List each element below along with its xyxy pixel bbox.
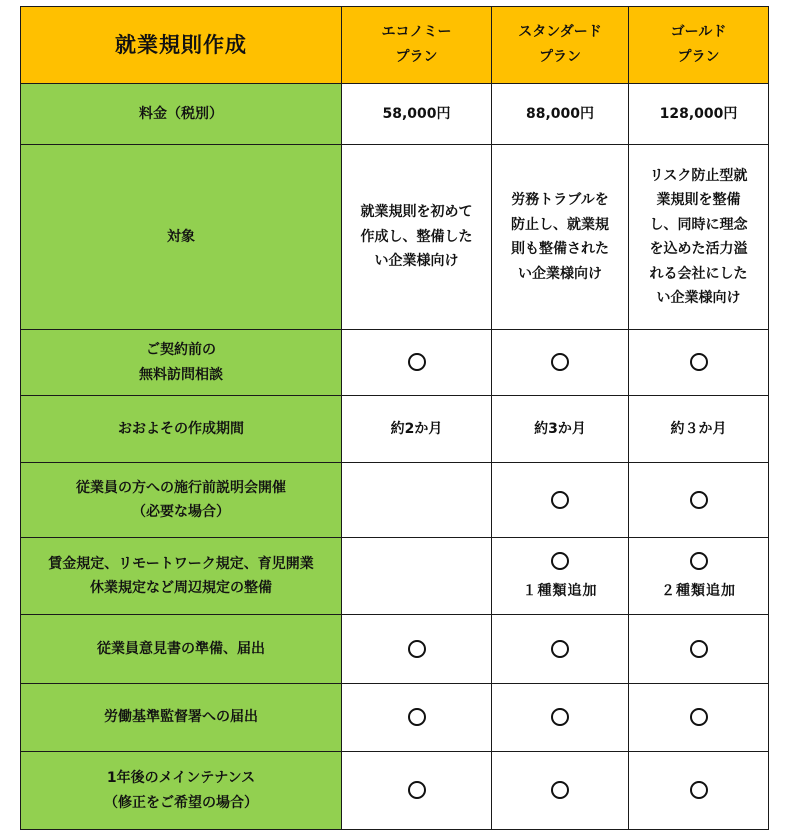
period-economy: 約2か月 <box>342 396 492 463</box>
price-gold: 128,000円 <box>629 84 769 145</box>
price-economy: 58,000円 <box>342 84 492 145</box>
circle-mark-icon <box>551 708 569 726</box>
peripheral-gold <box>629 538 769 615</box>
peripheral-note: ２種類追加 <box>661 583 736 599</box>
row-label-briefing <box>21 463 342 538</box>
target-line: リスク防止型就 <box>649 167 748 184</box>
maintenance-gold <box>629 752 769 830</box>
circle-mark-icon <box>551 491 569 509</box>
target-line: 作成し、整備した <box>360 228 473 245</box>
target-line: い企業様向け <box>656 290 741 306</box>
circle-mark-icon <box>408 781 426 799</box>
labor-office-standard <box>492 684 629 752</box>
peripheral-row <box>21 538 769 615</box>
circle-mark-icon <box>551 552 569 570</box>
price-row <box>21 84 769 145</box>
circle-mark-icon <box>551 781 569 799</box>
target-line: 就業規則を初めて <box>360 204 473 221</box>
row-label-line: （修正をご希望の場合） <box>104 794 258 811</box>
consult-row <box>21 330 769 396</box>
period-standard: 約3か月 <box>492 396 629 463</box>
plan-header-gold <box>629 7 769 84</box>
opinion-row <box>21 615 769 684</box>
period-row <box>21 396 769 463</box>
row-label-line: 無料訪問相談 <box>139 366 223 383</box>
plan-header-standard <box>492 7 629 84</box>
labor-office-row <box>21 684 769 752</box>
briefing-economy <box>342 463 492 538</box>
briefing-gold <box>629 463 769 538</box>
circle-mark-icon <box>408 353 426 371</box>
circle-mark-icon <box>690 353 708 371</box>
header-row <box>21 7 769 84</box>
plan-comparison-table <box>20 6 769 830</box>
plan-name: エコノミー <box>381 23 452 40</box>
target-gold <box>629 145 769 330</box>
row-label-peripheral <box>21 538 342 615</box>
circle-mark-icon <box>408 640 426 658</box>
circle-mark-icon <box>690 781 708 799</box>
maintenance-row <box>21 752 769 830</box>
target-line: 業規則を整備 <box>656 192 741 208</box>
circle-mark-icon <box>551 640 569 658</box>
circle-mark-icon <box>690 491 708 509</box>
period-gold: 約３か月 <box>629 396 769 463</box>
row-label-line: 休業規定など周辺規定の整備 <box>90 580 272 596</box>
row-label-line: 従業員の方への施行前説明会開催 <box>76 479 286 496</box>
target-line: 防止し、就業規 <box>511 216 609 233</box>
plan-suffix: プラン <box>395 49 438 65</box>
plan-name: ゴールド <box>670 23 727 40</box>
labor-office-economy <box>342 684 492 752</box>
row-label-opinion: 従業員意見書の準備、届出 <box>21 615 342 684</box>
target-line: し、同時に理念 <box>649 216 748 233</box>
price-standard: 88,000円 <box>492 84 629 145</box>
peripheral-economy <box>342 538 492 615</box>
target-row <box>21 145 769 330</box>
target-line: れる会社にした <box>649 265 748 282</box>
circle-mark-icon <box>690 708 708 726</box>
opinion-gold <box>629 615 769 684</box>
plan-suffix: プラン <box>539 49 581 65</box>
row-label-target: 対象 <box>21 145 342 330</box>
opinion-standard <box>492 615 629 684</box>
target-line: 労務トラブルを <box>511 192 609 208</box>
row-label-labor-office: 労働基準監督署への届出 <box>21 684 342 752</box>
circle-mark-icon <box>408 708 426 726</box>
peripheral-standard <box>492 538 629 615</box>
target-line: い企業様向け <box>518 265 602 282</box>
row-label-line: 賃金規定、リモートワーク規定、育児開業 <box>48 555 314 572</box>
circle-mark-icon <box>690 640 708 658</box>
labor-office-gold <box>629 684 769 752</box>
row-label-line: 1年後のメインテナンス <box>106 770 256 786</box>
row-label-line: （必要な場合） <box>132 504 230 520</box>
briefing-row <box>21 463 769 538</box>
maintenance-standard <box>492 752 629 830</box>
target-line: 則も整備された <box>511 241 609 257</box>
target-standard <box>492 145 629 330</box>
circle-mark-icon <box>690 552 708 570</box>
consult-gold <box>629 330 769 396</box>
briefing-standard <box>492 463 629 538</box>
opinion-economy <box>342 615 492 684</box>
plan-name: スタンダード <box>518 23 602 40</box>
target-economy <box>342 145 492 330</box>
peripheral-note: １種類追加 <box>522 583 598 599</box>
row-label-period: おおよその作成期間 <box>21 396 342 463</box>
maintenance-economy <box>342 752 492 830</box>
target-line: い企業様向け <box>374 253 459 270</box>
row-label-consult <box>21 330 342 396</box>
circle-mark-icon <box>551 353 569 371</box>
consult-standard <box>492 330 629 396</box>
row-label-price: 料金（税別） <box>21 84 342 145</box>
row-label-maintenance <box>21 752 342 830</box>
plan-suffix: プラン <box>677 49 720 65</box>
table-title: 就業規則作成 <box>21 7 342 84</box>
target-line: を込めた活力溢 <box>649 241 748 257</box>
plan-header-economy <box>342 7 492 84</box>
consult-economy <box>342 330 492 396</box>
row-label-line: ご契約前の <box>146 342 216 358</box>
